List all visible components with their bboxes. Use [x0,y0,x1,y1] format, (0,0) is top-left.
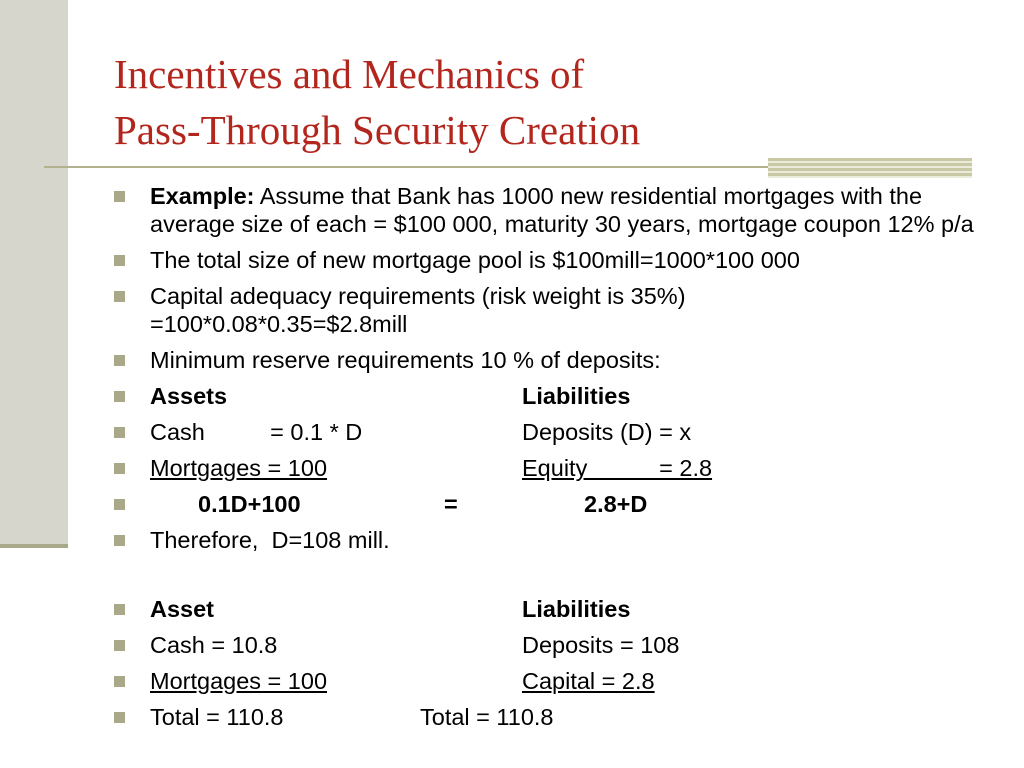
table2-row2-left: Mortgages = 100 [150,668,328,694]
capital-line-1: Capital adequacy requirements (risk weight is 35%) [150,283,686,309]
bullet-reserve [112,346,992,374]
table2-total-right: Total = 110.8 [420,704,554,730]
table1-equation [112,490,992,518]
table1-head-right: Liabilities [522,383,631,409]
bullet-square-icon [114,676,125,687]
table1-header [112,382,992,410]
table2-row1-right: Deposits = 108 [522,632,680,658]
title-divider-accent [768,158,972,178]
bullet-pool-size [112,246,992,274]
bullet-list [112,182,992,731]
table2-row-mortgages [112,667,992,695]
table2-total-left: Total = 110.8 [150,704,284,730]
bullet-square-icon [114,291,125,302]
pool-size-text: The total size of new mortgage pool is $100mill=1000*100 000 [150,247,800,273]
title-line-1: Incentives and Mechanics of [114,51,585,97]
reserve-text: Minimum reserve requirements 10 % of deposits: [150,347,661,373]
bullet-square-icon [114,499,125,510]
table2-row1-left: Cash = 10.8 [150,632,278,658]
bullet-square-icon [114,463,125,474]
table2-head-left: Asset [150,596,215,622]
therefore-text: Therefore, D=108 mill. [150,527,390,553]
table2-row-cash [112,631,992,659]
bullet-square-icon [114,535,125,546]
equation-left: 0.1D+100 [198,491,301,517]
bullet-capital [112,282,992,338]
example-text: Assume that Bank has 1000 new residential mortgages with the average size of each = $100 000, maturity 30 years, mortgage coupon 12% p/a [150,183,974,237]
equation-right: 2.8+D [584,491,648,517]
table1-row2-left: Mortgages = 100 [150,455,328,481]
title-divider [44,166,768,168]
table1-row-mortgages [112,454,992,482]
bullet-example [112,182,992,238]
table1-row2-right: Equity = 2.8 [522,455,713,481]
capital-line-2: =100*0.08*0.35=$2.8mill [150,311,408,337]
bullet-therefore [112,526,992,554]
table2-header [112,595,992,623]
bullet-square-icon [114,355,125,366]
bullet-square-icon [114,427,125,438]
bullet-square-icon [114,391,125,402]
table2-row-total [112,703,992,731]
table1-head-left: Assets [150,383,228,409]
side-panel-underline [0,544,68,548]
bullet-square-icon [114,191,125,202]
table2-row2-right: Capital = 2.8 [522,668,655,694]
title-line-2: Pass-Through Security Creation [114,107,641,153]
table1-row-cash [112,418,992,446]
bullet-square-icon [114,712,125,723]
table1-row1-right: Deposits (D) = x [522,419,692,445]
table1-row1-left: Cash = 0.1 * D [150,419,363,445]
bullet-square-icon [114,604,125,615]
example-label: Example: [150,183,255,209]
side-panel-decoration [0,0,68,544]
slide-title [114,46,974,158]
table2-head-right: Liabilities [522,596,631,622]
bullet-square-icon [114,255,125,266]
bullet-square-icon [114,640,125,651]
equation-equals: = [444,491,458,517]
